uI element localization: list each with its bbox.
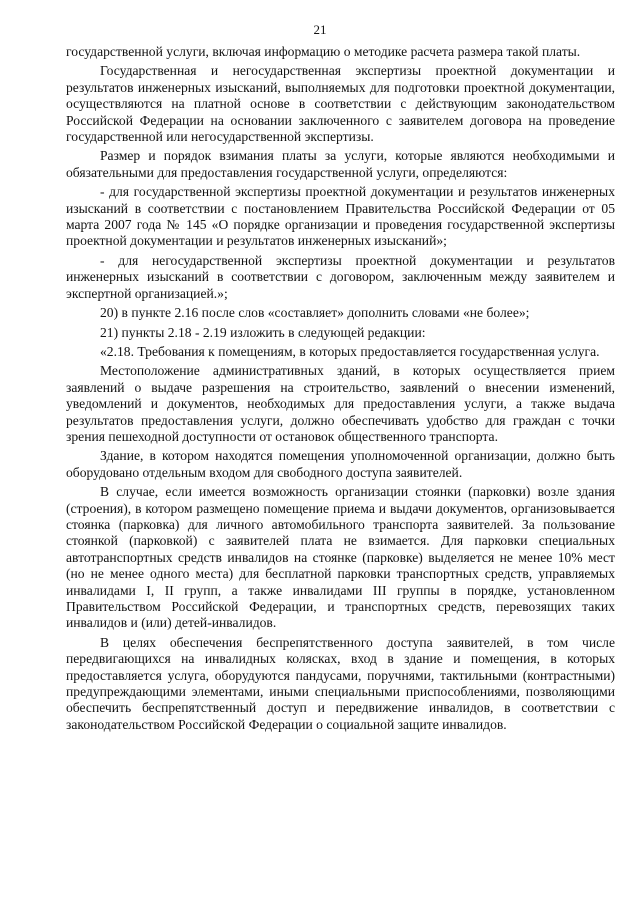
paragraph-expertise-basis: Государственная и негосударственная экспертизы проектной документации и результатов инженерных изысканий, выполняемых для подготовки проектной документации, осуществляются на платной основе в соответствии с действующим законодательством Российской Федерации на основании заключенного с заявителем договора на проведение государственной или негосударственной экспертизы.	[66, 63, 615, 145]
paragraph-item-21: 21) пункты 2.18 - 2.19 изложить в следующей редакции:	[100, 324, 426, 340]
paragraph-fee-procedure: Размер и порядок взимания платы за услуги, которые являются необходимыми и обязательными для предоставления государственной услуги, определяются:	[66, 148, 615, 180]
paragraph-accessibility: В целях обеспечения беспрепятственного доступа заявителей, в том числе передвигающихся на инвалидных колясках, вход в здание и помещения, в которых предоставляется услуга, оборудуются пандусами, поручнями, тактильными (контрастными) предупреждающими элементами, иными специальными приспособлениями, позволяющими обеспечить беспрепятственный доступ и передвижение инвалидов, в соответствии с законодательством Российской Федерации о социальной защите инвалидов.	[66, 634, 615, 732]
paragraph-building-entrance: Здание, в котором находятся помещения уполномоченной организации, должно быть оборудовано отдельным входом для свободного доступа заявителей.	[66, 448, 615, 480]
paragraph-section-2-18: «2.18. Требования к помещениям, в которых предоставляется государственная услуга.	[100, 343, 600, 359]
paragraph-building-location: Местоположение административных зданий, в которых осуществляется прием заявлений о выдаче разрешения на строительство, заявлений о внесении изменений, уведомлений и документов, необходимых для предоставления услуги, а также выдача результатов предоставления услуги, должно обеспечивать удобство для граждан с точки зрения пешеходной доступности от остановок общественного транспорта.	[66, 363, 615, 444]
paragraph-item-20: 20) в пункте 2.16 после слов «составляет» дополнить словами «не более»;	[100, 305, 530, 321]
paragraph-parking: В случае, если имеется возможность организации стоянки (парковки) возле здания (строения), в котором размещено помещение приема и выдачи документов, организовывается стоянка (парковка) для личного автомобильного транспорта заявителей. За пользование стоянкой (парковкой) с заявителей плата не взимается. Для парковки специальных автотранспортных средств инвалидов на стоянке (парковке) выделяется не менее 10% мест (но не менее одного места) для бесплатной парковки транспортных средств, управляемых инвалидами I, II групп, а также инвалидами III группы в порядке, установленном Правительством Российской Федерации, и транспортных средств, перевозящих таких инвалидов и (или) детей-инвалидов.	[66, 484, 615, 631]
document-body	[66, 44, 615, 736]
paragraph-continuation: государственной услуги, включая информацию о методике расчета размера такой платы.	[66, 44, 581, 59]
list-item-nonstate-expertise: - для негосударственной экспертизы проектной документации и результатов инженерных изысканий в соответствии с договором, заключенным между заявителем и экспертной организацией.»;	[66, 252, 615, 301]
page-number: 21	[313, 22, 327, 37]
list-item-state-expertise: - для государственной экспертизы проектной документации и результатов инженерных изысканий в соответствии с постановлением Правительства Российской Федерации от 05 марта 2007 года № 145 «О порядке организации и проведения государственной экспертизы проектной документации и результатов инженерных изысканий»;	[66, 184, 615, 249]
